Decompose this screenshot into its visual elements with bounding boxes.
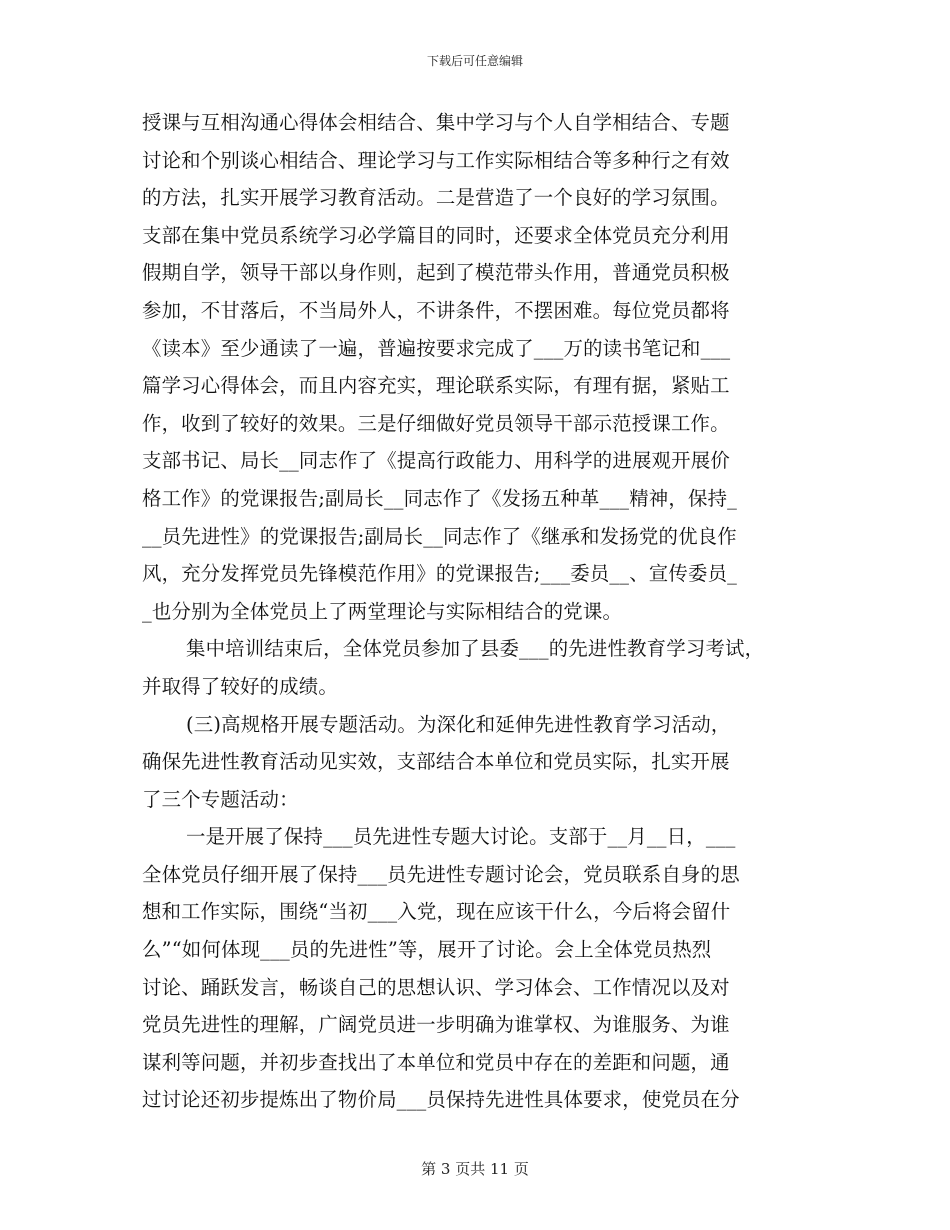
text-line: 的方法，扎实开展学习教育活动。二是营造了一个良好的学习氛围。 — [142, 186, 730, 210]
page-header: 下载后可任意编辑 — [426, 54, 523, 68]
text-line: 想和工作实际，围绕“当初___入党，现在应该干什么，今后将会留什 — [142, 900, 731, 924]
text-line: 授课与互相沟通心得体会相结合、集中学习与个人自学相结合、专题 — [142, 111, 730, 134]
page-footer: 第 3 页共 11 页 — [421, 1160, 529, 1178]
text-line: 一是开展了保持___员先进性专题大讨论。支部于__月__日，___ — [186, 825, 736, 849]
text-line: 集中培训结束后，全体党员参加了县委___的先进性教育学习考试， — [186, 637, 765, 661]
text-line: 作，收到了较好的效果。三是仔细做好党员领导干部示范授课工作。 — [142, 411, 730, 435]
text-line: 党员先进性的理解，广阔党员进一步明确为谁掌权、为谁服务、为谁 — [142, 1013, 730, 1037]
text-line: 谋利等问题，并初步查找出了本单位和党员中存在的差距和问题，通 — [142, 1050, 730, 1074]
text-line: 过讨论还初步提炼出了物价局___员保持先进性具体要求，使党员在分 — [142, 1088, 740, 1112]
text-line: 格工作》的党课报告;副局长__同志作了《发扬五种革___精神，保持_ — [142, 486, 738, 510]
text-line: __员先进性》的党课报告;副局长__同志作了《继承和发扬党的优良作 — [142, 524, 737, 548]
document-body — [142, 104, 832, 1119]
text-line: 假期自学，领导干部以身作则，起到了模范带头作用，普通党员积极 — [142, 261, 730, 285]
text-line: (三)高规格开展专题活动。为深化和延伸先进性教育学习活动， — [186, 712, 731, 736]
text-line: 讨论、踊跃发言，畅谈自己的思想认识、学习体会、工作情况以及对 — [142, 975, 730, 999]
text-line: _也分别为全体党员上了两堂理论与实际相结合的党课。 — [142, 599, 623, 623]
text-line: 了三个专题活动： — [142, 787, 299, 811]
text-line: 参加，不甘落后，不当局外人，不讲条件，不摆困难。每位党员都将 — [142, 298, 730, 322]
text-line: 并取得了较好的成绩。 — [142, 674, 338, 698]
text-line: 讨论和个别谈心相结合、理论学习与工作实际相结合等多种行之有效 — [142, 148, 730, 172]
text-line: 支部在集中党员系统学习必学篇目的同时，还要求全体党员充分利用 — [142, 223, 730, 247]
text-line: 全体党员仔细开展了保持___员先进性专题讨论会，党员联系自身的思 — [142, 862, 740, 886]
text-line: 确保先进性教育活动见实效，支部结合本单位和党员实际，扎实开展 — [142, 750, 730, 774]
text-line: 么”“如何体现___员的先进性”等，展开了讨论。会上全体党员热烈 — [142, 938, 712, 962]
text-line: 风，充分发挥党员先锋模范作用》的党课报告;___委员__、宣传委员_ — [142, 562, 738, 586]
text-line: 支部书记、局长__同志作了《提高行政能力、用科学的进展观开展价 — [142, 449, 730, 473]
text-line: 《读本》至少通读了一遍，普遍按要求完成了___万的读书笔记和___ — [142, 336, 731, 360]
text-line: 篇学习心得体会，而且内容充实，理论联系实际，有理有据，紧贴工 — [142, 374, 730, 398]
